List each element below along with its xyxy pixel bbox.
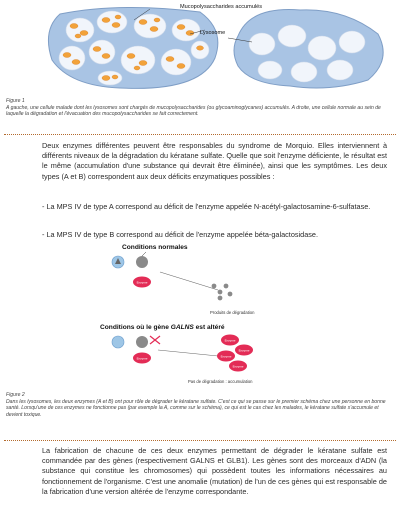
separator bbox=[4, 440, 396, 441]
label-no-degradation: Pas de dégradation : accumulation bbox=[188, 379, 253, 384]
figure-2-caption-title: Figure 2 bbox=[6, 392, 25, 398]
figure-1-caption-text: A gauche, une cellule malade dont les lysosomes sont chargés de mucopolysaccharides (ou glycoaminoglycanes) accumulés. A droite, une cellule normale au sein de laquelle la dégradation et l'évacuation des mucopolysaccharides se fait correctement. bbox=[6, 104, 381, 118]
title-altered-conditions: Conditions où le gène GALNS est altéré bbox=[100, 324, 225, 331]
title-normal-conditions: Conditions normales bbox=[122, 244, 188, 251]
svg-text:Enzyme: Enzyme bbox=[220, 354, 232, 359]
intro-paragraph: Deux enzymes différentes peuvent être responsables du syndrome de Morquio. Elles interviennent à différents niveaux de la dégradation du kératane sulfate. Quelle que soit l'enzyme déficiente, le résultat est le même (accumulation d'une substance qui devrait être éliminée), ainsi que les symptômes. Les deux types (A et B) correspondent aux deux déficits enzymatiques possibles : bbox=[42, 141, 387, 181]
closing-paragraph: La fabrication de chacune de ces deux enzymes permettant de dégrader le kératane sulfate est commandée par des gènes (respectivement GALNS et GLB1). Les gènes sont des morceaux d'ADN (la substance qui constitue les chromosomes) qui possèdent toutes les informations nécessaires au fonctionnement de l'organisme. C'est une anomalie (mutation) de l'un de ces gènes qui est responsable de la fabrication d'une version altérée de l'enzyme correspondante. bbox=[42, 446, 387, 496]
figure-2-enzyme-diagram bbox=[0, 240, 400, 390]
label-mucopolysaccharides: Mucopolysaccharides accumulés bbox=[180, 4, 263, 10]
separator bbox=[4, 134, 396, 135]
svg-text:Enzyme: Enzyme bbox=[238, 348, 250, 353]
mps-type-b-item: - La MPS IV de type B correspond au déficit de l'enzyme appelée béta-galactosidase. bbox=[42, 230, 318, 239]
diseased-cell bbox=[48, 7, 217, 88]
svg-text:Enzyme: Enzyme bbox=[136, 280, 148, 285]
svg-text:Enzyme: Enzyme bbox=[232, 364, 244, 369]
substrate-icon bbox=[136, 256, 148, 268]
figure-2-caption-text: Dans les lysosomes, les deux enzymes (A et B) ont pour rôle de dégrader le kératane sulfate. C'est ce qui se passe sur le premier schéma chez une personne en bonne santé. Lorsqu'une de ces enzymes ne fonctionne pas (par exemple la A, comme sur le schéma), ce qui est le cas chez les malades, le kératane sulfate s'accumule et devient toxique. bbox=[6, 398, 386, 418]
normal-cell bbox=[228, 10, 383, 88]
normal-conditions-diagram bbox=[112, 252, 255, 315]
label-degradation-products: Produits de dégradation bbox=[210, 310, 255, 315]
figure-1-cells-illustration bbox=[0, 0, 400, 96]
altered-conditions-diagram bbox=[112, 335, 253, 385]
mps-type-a-item: - La MPS IV de type A correspond au déficit de l'enzyme appelée N-acétyl-galactosamine-6-sulfatase. bbox=[42, 202, 371, 211]
svg-text:Enzyme: Enzyme bbox=[136, 356, 148, 361]
figure-1-caption bbox=[6, 98, 394, 118]
figure-1-caption-title: Figure 1 bbox=[6, 98, 25, 104]
svg-text:Enzyme: Enzyme bbox=[224, 338, 236, 343]
figure-2-caption bbox=[6, 392, 396, 418]
label-lysosome: Lysosome bbox=[200, 30, 226, 36]
